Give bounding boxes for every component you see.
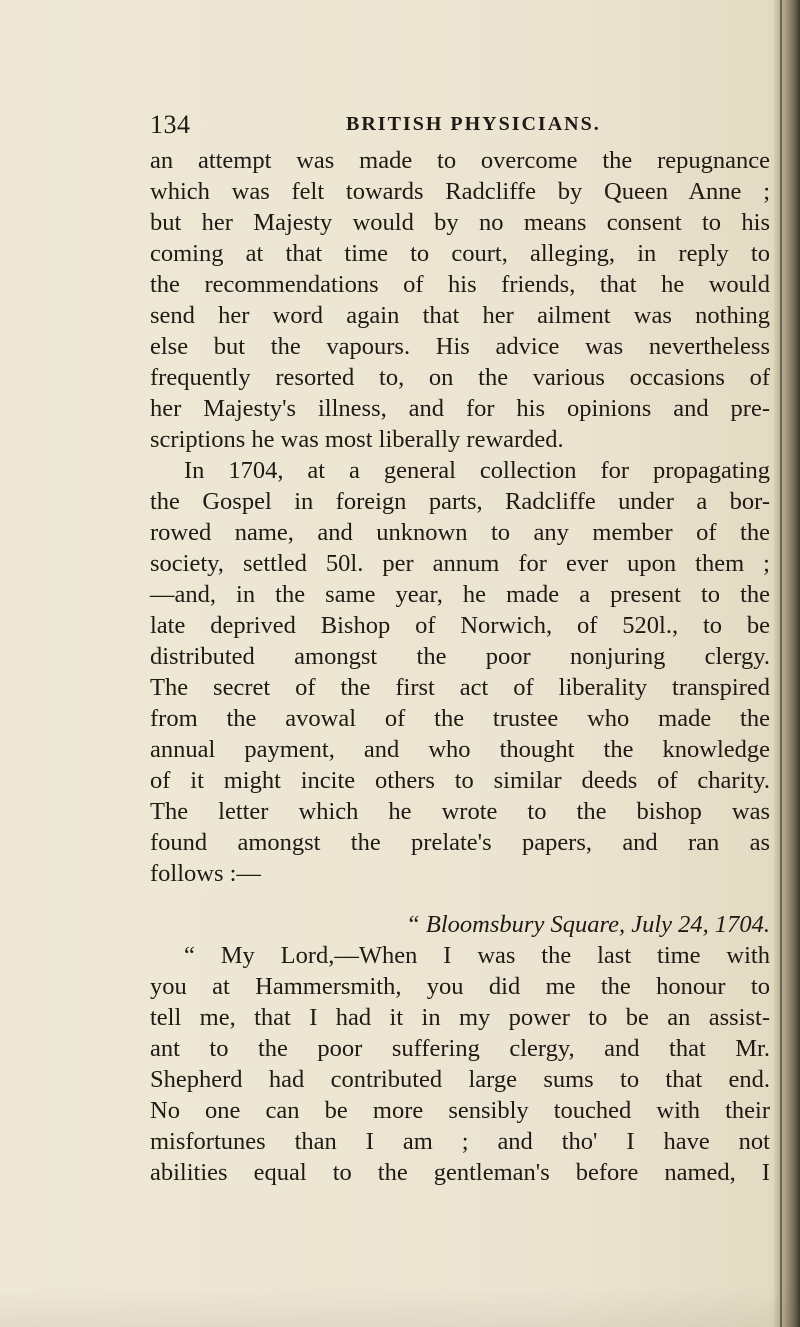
text-line: the Gospel in foreign parts, Radcliffe under a bor- [150, 488, 770, 515]
text-line: —and, in the same year, he made a present to the [150, 581, 770, 608]
paragraph-start-line: In 1704, at a general collection for propagating [184, 457, 770, 484]
text-line: which was felt towards Radcliffe by Queen Anne ; [150, 178, 770, 205]
text-line: frequently resorted to, on the various occasions of [150, 364, 770, 391]
text-line: but her Majesty would by no means consent to his [150, 209, 770, 236]
page-bottom-shade [0, 1287, 800, 1327]
text-line: late deprived Bishop of Norwich, of 520l., to be [150, 612, 770, 639]
text-line: rowed name, and unknown to any member of the [150, 519, 770, 546]
letter-line: you at Hammersmith, you did me the honour to [150, 973, 770, 1000]
text-line: scriptions he was most liberally rewarded. [150, 426, 564, 453]
page-header [150, 102, 770, 142]
running-head: BRITISH PHYSICIANS. [346, 113, 601, 135]
text-line: her Majesty's illness, and for his opinions and pre- [150, 395, 770, 422]
letter-line: abilities equal to the gentleman's before named, I [150, 1159, 770, 1186]
letter-line: misfortunes than I am ; and tho' I have not [150, 1128, 770, 1155]
text-line: annual payment, and who thought the knowledge [150, 736, 770, 763]
letter-line: No one can be more sensibly touched with their [150, 1097, 770, 1124]
text-line: from the avowal of the trustee who made the [150, 705, 770, 732]
letter-line: ant to the poor suffering clergy, and that Mr. [150, 1035, 770, 1062]
text-line: coming at that time to court, alleging, in reply to [150, 240, 770, 267]
page-number: 134 [150, 110, 191, 139]
letter-line: tell me, that I had it in my power to be an assist- [150, 1004, 770, 1031]
letter-line: Shepherd had contributed large sums to that end. [150, 1066, 770, 1093]
text-line: follows :— [150, 860, 261, 887]
text-line: send her word again that her ailment was nothing [150, 302, 770, 329]
book-spine-shadow [774, 0, 800, 1327]
page-edge-line [780, 0, 782, 1327]
text-line: else but the vapours. His advice was nevertheless [150, 333, 770, 360]
letter-line: “ My Lord,—When I was the last time with [184, 942, 770, 969]
text-line: The secret of the first act of liberality transpired [150, 674, 770, 701]
text-line: the recommendations of his friends, that he would [150, 271, 770, 298]
letter-gap [150, 889, 770, 909]
text-line: of it might incite others to similar deeds of charity. [150, 767, 770, 794]
text-line: distributed amongst the poor nonjuring clergy. [150, 643, 770, 670]
text-line: found amongst the prelate's papers, and ran as [150, 829, 770, 856]
text-line: The letter which he wrote to the bishop was [150, 798, 770, 825]
letter-dateline: “ Bloomsbury Square, July 24, 1704. [406, 911, 770, 938]
text-line: society, settled 50l. per annum for ever upon them ; [150, 550, 770, 577]
page-body [150, 145, 770, 1188]
text-line: an attempt was made to overcome the repugnance [150, 147, 770, 174]
